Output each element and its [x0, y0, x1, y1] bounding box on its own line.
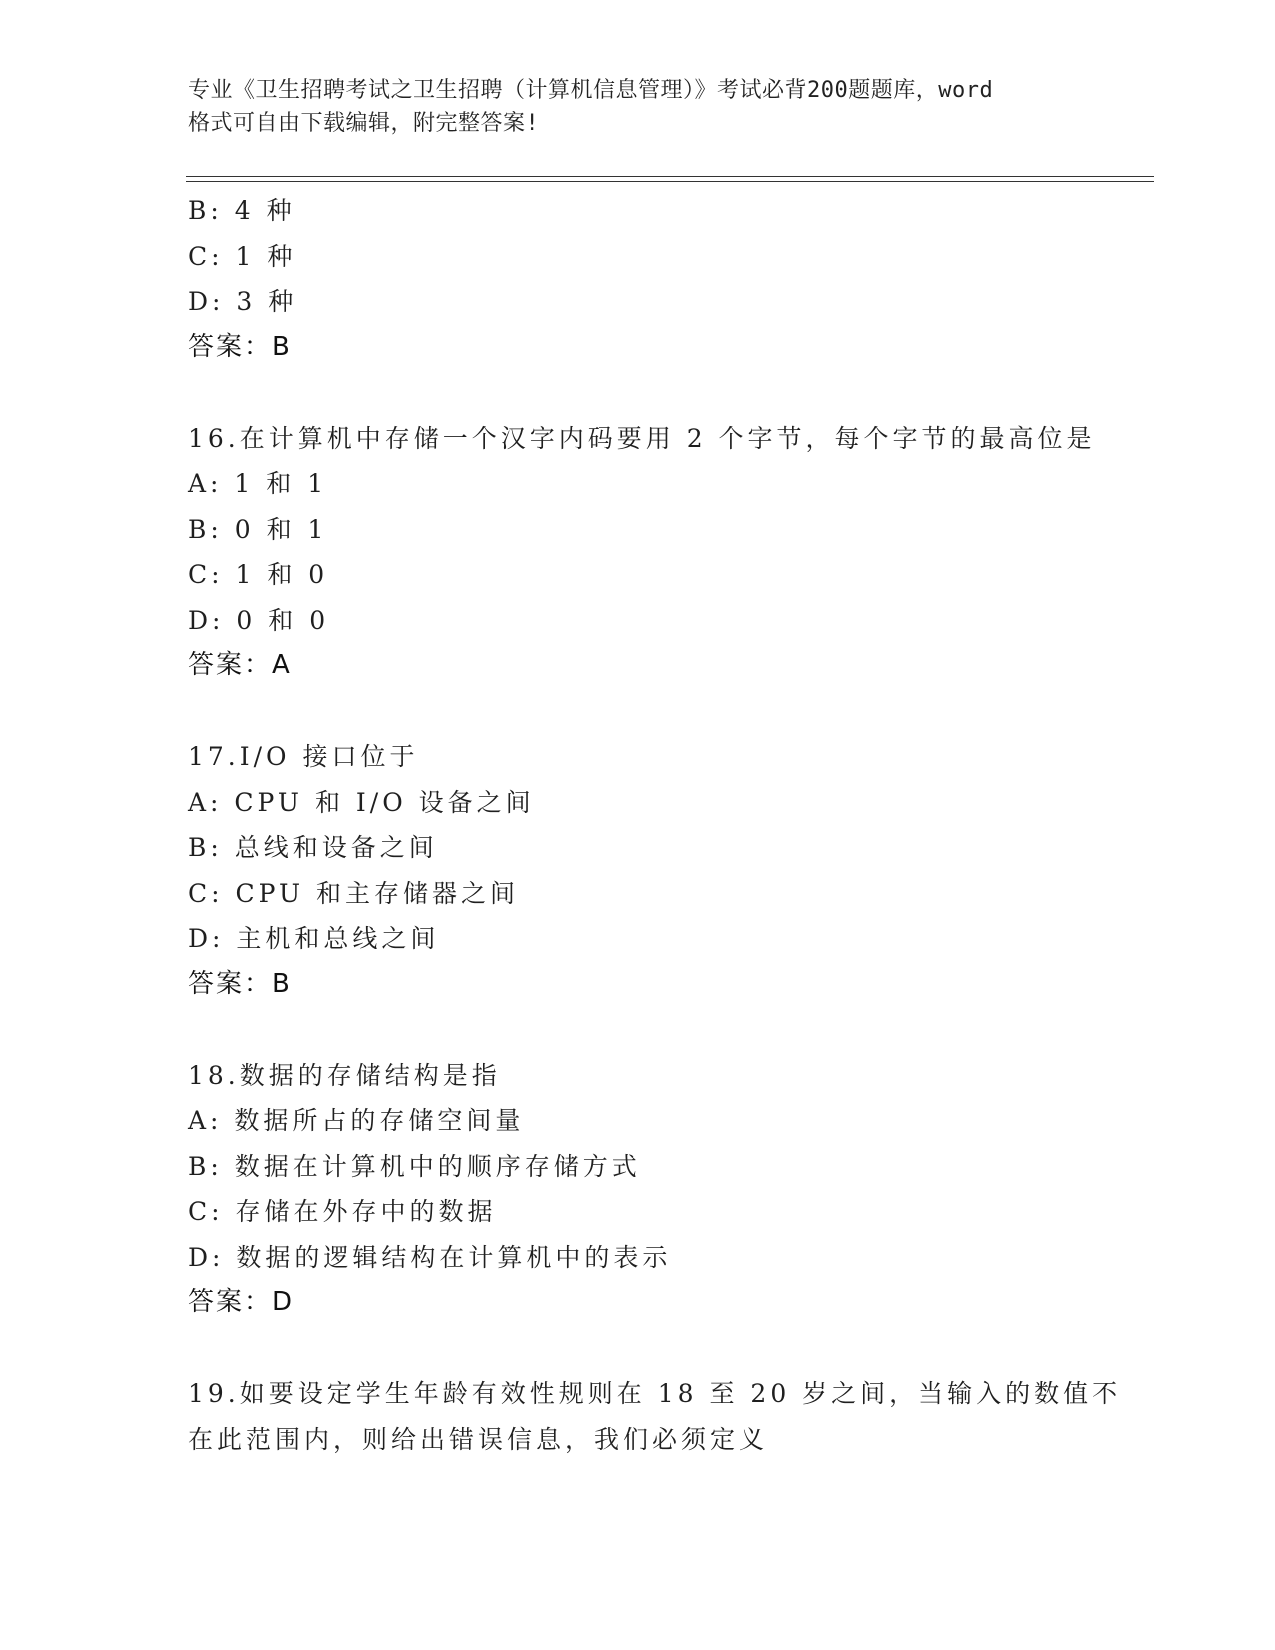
question-text: 17.I/O 接口位于: [188, 742, 419, 771]
header-title-line-1: 专业《卫生招聘考试之卫生招聘（计算机信息管理）》考试必背200题题库，word: [188, 78, 994, 103]
question-text-line-2: 在此范围内，则给出错误信息，我们必须定义: [188, 1424, 769, 1454]
question-text-line-1: 19.如要设定学生年龄有效性规则在 18 至 20 岁之间，当输入的数值不: [188, 1379, 1122, 1408]
question-block-18: [188, 1053, 1128, 1326]
option-d: D: 主机和总线之间: [188, 924, 440, 953]
option-c: C: 存储在外存中的数据: [188, 1197, 497, 1226]
option-a: A: CPU 和 I/O 设备之间: [188, 787, 535, 817]
option-b: B: 0 和 1: [188, 514, 328, 544]
option-d: D: 3 种: [188, 287, 298, 316]
answer: 答案：A: [188, 650, 292, 680]
spacer: [188, 370, 1128, 416]
option-b: B: 总线和设备之间: [188, 833, 438, 862]
option-c: C: 1 和 0: [188, 560, 329, 589]
question-block-16: [188, 416, 1128, 689]
option-d: D: 0 和 0: [188, 605, 330, 635]
answer: 答案：B: [188, 331, 292, 362]
option-a: A: 1 和 1: [188, 469, 328, 498]
spacer: [188, 689, 1128, 735]
option-c: C: CPU 和主存储器之间: [188, 878, 520, 908]
header-title-line-2: 格式可自由下载编辑，附完整答案!: [188, 111, 540, 136]
spacer: [188, 1007, 1128, 1053]
spacer: [188, 1326, 1128, 1372]
answer: 答案：D: [188, 1287, 295, 1317]
document-header: [188, 74, 1088, 140]
header-divider-bottom: [186, 181, 1154, 182]
header-divider-top: [186, 176, 1154, 177]
question-block-15: [188, 188, 1128, 370]
option-d: D: 数据的逻辑结构在计算机中的表示: [188, 1242, 672, 1272]
option-a: A: 数据所占的存储空间量: [188, 1106, 525, 1135]
answer: 答案：B: [188, 968, 292, 999]
question-text: 18.数据的存储结构是指: [188, 1060, 501, 1090]
question-list: [188, 188, 1128, 1462]
option-c: C: 1 种: [188, 241, 297, 271]
question-block-19: [188, 1371, 1128, 1462]
question-text: 16.在计算机中存储一个汉字内码要用 2 个字节，每个字节的最高位是: [188, 423, 1096, 453]
question-block-17: [188, 734, 1128, 1007]
option-b: B: 4 种: [188, 196, 296, 225]
option-b: B: 数据在计算机中的顺序存储方式: [188, 1151, 641, 1181]
